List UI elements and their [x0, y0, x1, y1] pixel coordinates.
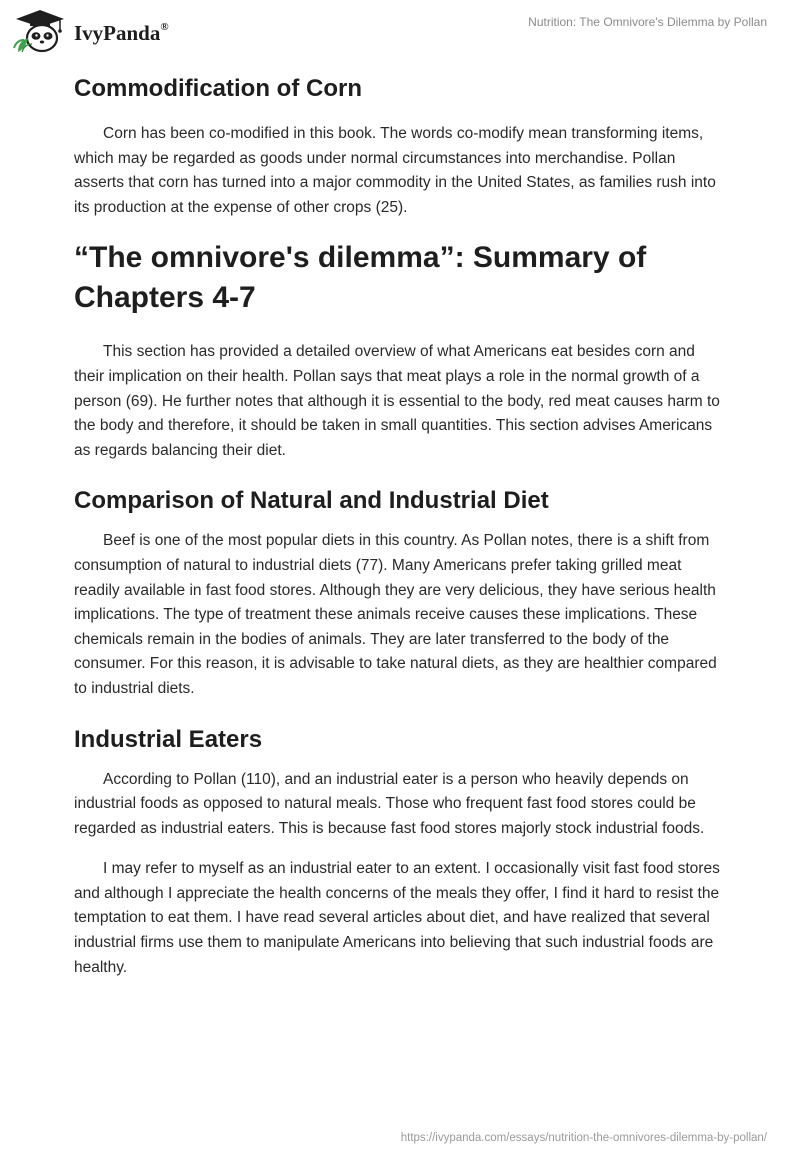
paragraph: According to Pollan (110), and an industrial eater is a person who heavily depends on industrial foods as opposed to natural meals. Those who frequent fast food stores could be regarded as industrial eaters. This is because fast food stores majorly stock industrial foods. — [74, 770, 705, 837]
section-heading: Industrial Eaters — [74, 725, 263, 753]
document-title: Nutrition: The Omnivore's Dilemma by Pollan — [528, 15, 767, 29]
article-body — [74, 70, 724, 980]
paragraph: This section has provided a detailed overview of what Americans eat besides corn and their implication on their health. Pollan says that meat plays a role in the normal growth of a person (69). He further notes that although it is essential to the body, red meat causes harm to the body and therefore, it should be taken in small quantities. This section advises Americans as regards balancing their diet. — [74, 343, 720, 459]
paragraph: Corn has been co-modified in this book. The words co-modify mean transforming items, which may be regarded as goods under normal circumstances into merchandise. Pollan asserts that corn has turned into a major commodity in the United States, as families rush into its production at the expense of other crops (25). — [74, 125, 716, 216]
section-heading: “The omnivore's dilemma”: Summary of Chapters 4-7 — [74, 241, 647, 315]
brand-name: IvyPanda® — [74, 20, 169, 45]
source-url[interactable]: https://ivypanda.com/essays/nutrition-the-omnivores-dilemma-by-pollan/ — [400, 1132, 767, 1144]
paragraph: Beef is one of the most popular diets in this country. As Pollan notes, there is a shift from consumption of natural to industrial diets (77). Many Americans prefer taking grilled meat readily available in fast food stores. Although they are very delicious, they have serious health implications. The type of treatment these animals receive causes these implications. These chemicals remain in the bodies of animals. They are later transferred to the body of the consumer. For this reason, it is advisable to take natural diets, as they are healthier compared to industrial diets. — [74, 532, 717, 697]
section-heading: Commodification of Corn — [74, 75, 362, 102]
section-heading: Comparison of Natural and Industrial Diet — [74, 487, 549, 515]
panda-mascot-icon — [12, 8, 68, 54]
page-header — [0, 0, 800, 70]
ivypanda-logo[interactable] — [12, 8, 169, 54]
paragraph: I may refer to myself as an industrial eater to an extent. I occasionally visit fast food stores and although I appreciate the health concerns of the meals they offer, I find it hard to resist the temptation to eat them. I have read several articles about diet, and have realized that several industrial firms use them to manipulate Americans into believing that such industrial foods are healthy. — [74, 860, 720, 976]
